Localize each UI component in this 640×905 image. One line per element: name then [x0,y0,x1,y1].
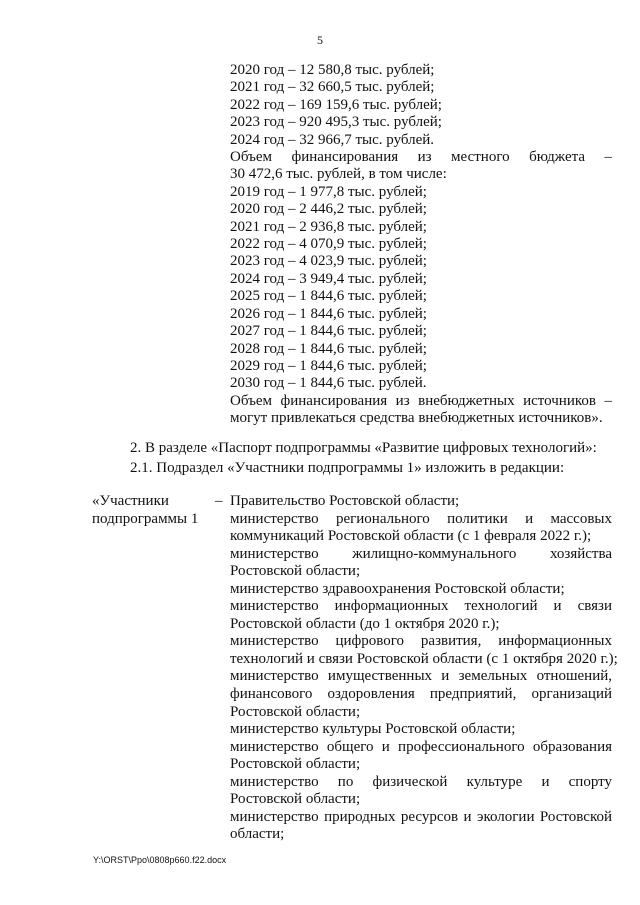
participant-line: финансового оздоровления предприятий, организаций [230,686,612,703]
local-line: 2024 год – 3 949,4 тыс. рублей; [230,270,427,287]
participant-line: министерство по физической культуре и спорту [230,773,612,790]
participants-label-line: подпрограммы 1 [92,510,199,527]
page-number: 5 [317,33,323,47]
participant-line: области; [230,826,285,843]
funding-line: 2020 год – 12 580,8 тыс. рублей; [230,62,435,78]
local-line: 2025 год – 1 844,6 тыс. рублей; [230,288,427,305]
local-line: 2028 год – 1 844,6 тыс. рублей; [230,340,427,357]
section-2-1-heading: 2.1. Подраздел «Участники подпрограммы 1» изложить в редакции: [130,460,565,476]
participant-line: Правительство Ростовской области; [230,493,460,509]
funding-block [230,62,612,428]
funding-line: 2022 год – 169 159,6 тыс. рублей; [230,96,442,113]
participants-dash: – [215,493,223,509]
local-line: 2022 год – 4 070,9 тыс. рублей; [230,236,427,253]
local-line: 2030 год – 1 844,6 тыс. рублей. [230,375,427,392]
funding-line: 2023 год – 920 495,3 тыс. рублей; [230,114,442,131]
local-line: 2019 год – 1 977,8 тыс. рублей; [230,183,427,200]
participant-line: министерство природных ресурсов и экологии Ростовской [230,808,612,825]
local-line: 2020 год – 2 446,2 тыс. рублей; [230,201,427,218]
participant-line: министерство информационных технологий и связи [230,598,612,615]
local-line: 2021 год – 2 936,8 тыс. рублей; [230,218,427,235]
local-budget-total: 30 472,6 тыс. рублей, в том числе: [230,166,447,183]
participant-line: министерство жилищно-коммунального хозяйства [230,545,612,562]
participant-line: Ростовской области; [230,563,361,580]
participant-line: министерство здравоохранения Ростовской области; [230,580,565,597]
extrabudget-line: Объем финансирования из внебюджетных источников – [230,392,612,409]
local-line: 2026 год – 1 844,6 тыс. рублей; [230,305,427,322]
participant-line: Ростовской области; [230,791,361,808]
extrabudget-line: могут привлекаться средства внебюджетных источников». [230,410,603,427]
participants-label [92,493,198,528]
participants-list [230,493,618,844]
participant-line: министерство имущественных и земельных отношений, [230,668,612,685]
local-line: 2023 год – 4 023,9 тыс. рублей; [230,253,427,270]
footer-file-path: Y:\ORST\Ppo\0808p660.f22.docx [93,855,227,865]
participant-line: министерство общего и профессионального образования [230,738,612,755]
funding-line: 2021 год – 32 660,5 тыс. рублей; [230,79,435,96]
section-2-heading: 2. В разделе «Паспорт подпрограммы «Развитие цифровых технологий»: [130,440,597,456]
local-line: 2029 год – 1 844,6 тыс. рублей; [230,357,427,374]
participants-label-line: «Участники [92,493,169,509]
local-line: 2027 год – 1 844,6 тыс. рублей; [230,323,427,340]
participant-line: Ростовской области; [230,703,361,720]
participant-line: Ростовской области (до 1 октября 2020 г.); [230,615,500,632]
participant-line: коммуникаций Ростовской области (с 1 февраля 2022 г.); [230,528,592,545]
participant-line: Ростовской области; [230,756,361,773]
participant-line: технологий и связи Ростовской области (с 1 октября 2020 г.); [230,650,618,667]
local-budget-heading: Объем финансирования из местного бюджета – [230,149,612,166]
funding-line: 2024 год – 32 966,7 тыс. рублей. [230,131,435,148]
participant-line: министерство культуры Ростовской области; [230,721,516,738]
participant-line: министерство регионального политики и массовых [230,510,612,527]
participant-line: министерство цифрового развития, информационных [230,633,612,650]
